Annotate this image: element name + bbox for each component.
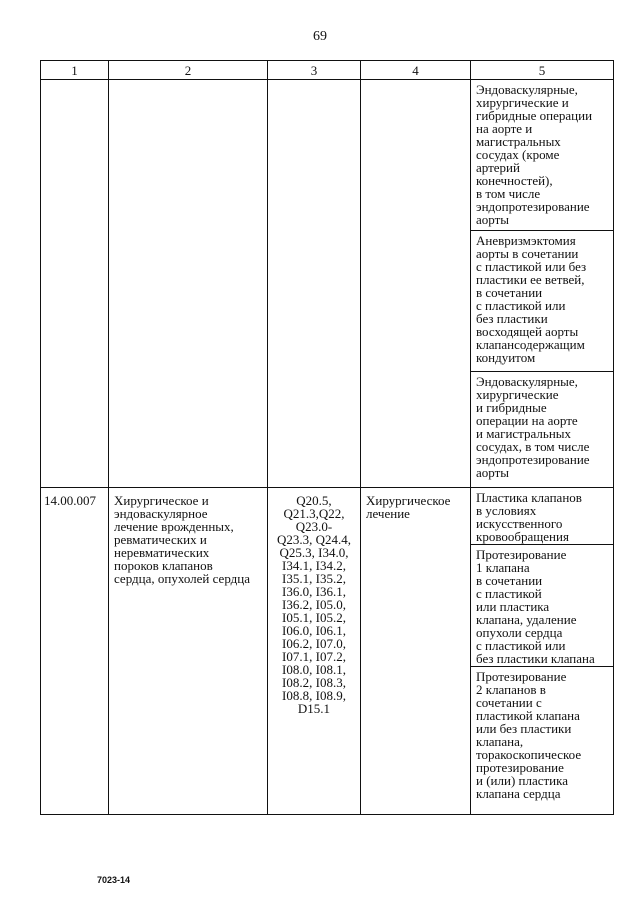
- name-cell: [109, 80, 268, 488]
- row-icd-codes: Q20.5, Q21.3,Q22, Q23.0- Q23.3, Q24.4, Q25.3, I34.0, I34.1, I34.2, I35.1, I35.2, I36.0, I36.1, I36.2, I05.0, I05.1, I05.2, I06.0, I06.1, I06.2, I07.0, I07.1, I07.2, I08.0, I08.1, I08.2, I08.3, I08.8, I08.9, D15.1: [276, 493, 352, 716]
- name-cell: [109, 488, 268, 815]
- methods-cell: [471, 488, 614, 815]
- row-code: 14.00.007: [44, 493, 96, 508]
- method-item: Эндоваскулярные, хирургические и гибридные операции на аорте и магистральных сосудах (кроме артерий конечностей), в том числе эндопротезирование аорты: [471, 80, 613, 231]
- icd-cell: [268, 488, 361, 815]
- methods-cell: [471, 80, 614, 488]
- code-cell: [41, 80, 109, 488]
- method-item: Пластика клапанов в условиях искусственного кровообращения: [471, 488, 613, 545]
- treatment-cell: [361, 80, 471, 488]
- code-cell: [41, 488, 109, 815]
- method-item: Эндоваскулярные, хирургические и гибридные операции на аорте и магистральных сосудах, в том числе эндопротезирование аорты: [476, 374, 590, 480]
- header-col-4: 4: [361, 61, 471, 80]
- header-col-1: 1: [41, 61, 109, 80]
- footer-code: 7023-14: [97, 875, 131, 885]
- header-col-3: 3: [268, 61, 361, 80]
- row-treatment: Хирургическое лечение: [366, 493, 451, 521]
- procedures-table: [40, 60, 614, 815]
- method-item: Аневризмэктомия аорты в сочетании с пластикой или без пластики ее ветвей, в сочетании с пластикой или без пластики восходящей аорты клапансодержащим кондуитом: [471, 231, 613, 372]
- table-row: [41, 80, 614, 488]
- icd-cell: [268, 80, 361, 488]
- row-name: Хирургическое и эндоваскулярное лечение врожденных, ревматических и неревматических пороков клапанов сердца, опухолей сердца: [114, 493, 250, 586]
- page-number: 69: [313, 29, 327, 44]
- treatment-cell: [361, 488, 471, 815]
- header-row: [41, 61, 614, 80]
- header-col-2: 2: [109, 61, 268, 80]
- header-col-5: 5: [471, 61, 614, 80]
- method-item: Протезирование 2 клапанов в сочетании с пластикой клапана или без пластики клапана, торакоскопическое протезирование и (или) пластика клапана сердца: [476, 669, 582, 801]
- table-row: [41, 488, 614, 815]
- method-item: Протезирование 1 клапана в сочетании с пластикой или пластика клапана, удаление опухоли сердца с пластикой или без пластики клапана: [471, 545, 613, 667]
